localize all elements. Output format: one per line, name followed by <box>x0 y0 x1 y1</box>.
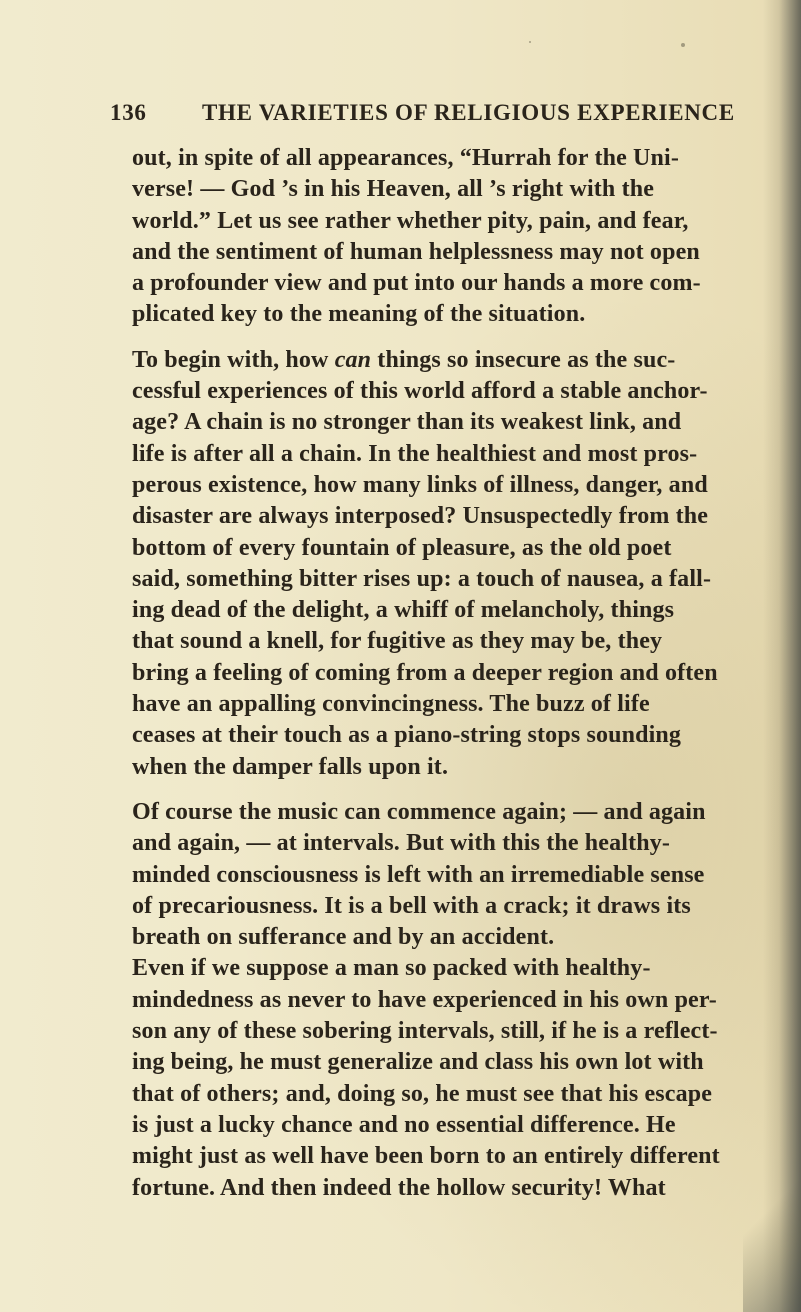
text-line: and the sentiment of human helplessness may not open <box>132 238 700 265</box>
text-line: ceases at their touch as a piano-string stops sounding <box>132 722 682 749</box>
text-line: age? A chain is no stronger than its weakest link, and <box>132 409 682 436</box>
line-start: To begin with, how <box>132 346 335 373</box>
paragraph-2 <box>132 345 718 783</box>
text-line: out, in spite of all appearances, “Hurrah for the Uni- <box>132 145 679 171</box>
text-line: ing dead of the delight, a whiff of melancholy, things <box>132 597 675 624</box>
text-line: and again, — at intervals. But with this the healthy- <box>132 830 671 857</box>
text-line: Of course the music can commence again; — and again <box>132 798 706 825</box>
text-line: ing being, he must generalize and class his own lot with <box>132 1049 704 1076</box>
text-line: cessful experiences of this world afford a stable anchor- <box>132 378 708 405</box>
text-line: mindedness as never to have experienced in his own per- <box>132 986 717 1013</box>
text-line: verse! — God ’s in his Heaven, all ’s right with the <box>132 176 655 203</box>
text-line: world.” Let us see rather whether pity, pain, and fear, <box>132 207 689 234</box>
paragraph-4 <box>132 953 720 1203</box>
text-line: have an appalling convincingness. The buzz of life <box>132 691 650 718</box>
text-line: Even if we suppose a man so packed with healthy- <box>132 955 651 982</box>
text-line: disaster are always interposed? Unsuspectedly from the <box>132 503 709 530</box>
text-line: bring a feeling of coming from a deeper region and often <box>132 659 718 686</box>
text-line: that sound a knell, for fugitive as they may be, they <box>132 628 663 655</box>
text-line: plicated key to the meaning of the situation. <box>132 301 586 328</box>
text-line: a profounder view and put into our hands a more com- <box>132 270 701 297</box>
text-line: said, something bitter rises up: a touch of nausea, a fall- <box>132 565 712 592</box>
paragraph-3 <box>132 797 707 953</box>
line-end: things so insecure as the suc- <box>371 346 676 373</box>
page-number: 136 <box>110 100 147 125</box>
paragraph-1 <box>132 143 707 331</box>
page-corner-shadow <box>743 1162 801 1312</box>
text-line: breath on sufferance and by an accident. <box>132 924 555 951</box>
text-line: life is after all a chain. In the healthiest and most pros- <box>132 440 698 467</box>
text-line: when the damper falls upon it. <box>132 753 449 780</box>
text-line: bottom of every fountain of pleasure, as the old poet <box>132 534 672 561</box>
text-line: son any of these sobering intervals, still, if he is a reflect- <box>132 1018 718 1045</box>
text-line: is just a lucky chance and no essential difference. He <box>132 1111 676 1138</box>
running-head <box>110 100 735 128</box>
text-line <box>132 345 707 376</box>
text-line: of precariousness. It is a bell with a crack; it draws its <box>132 892 691 919</box>
paper-speck <box>681 43 685 47</box>
text-line: perous existence, how many links of illness, danger, and <box>132 471 708 498</box>
text-line: fortune. And then indeed the hollow security! What <box>132 1174 666 1201</box>
text-line: minded consciousness is left with an irremediable sense <box>132 861 705 888</box>
page-edge-shadow <box>763 0 801 1312</box>
text-line: might just as well have been born to an entirely different <box>132 1143 720 1170</box>
text-line: that of others; and, doing so, he must see that his escape <box>132 1080 713 1107</box>
running-title: THE VARIETIES OF RELIGIOUS EXPERIENCE <box>202 100 735 125</box>
paper-speck <box>529 41 531 43</box>
emphasized-word: can <box>334 346 372 373</box>
book-text <box>132 143 720 1204</box>
